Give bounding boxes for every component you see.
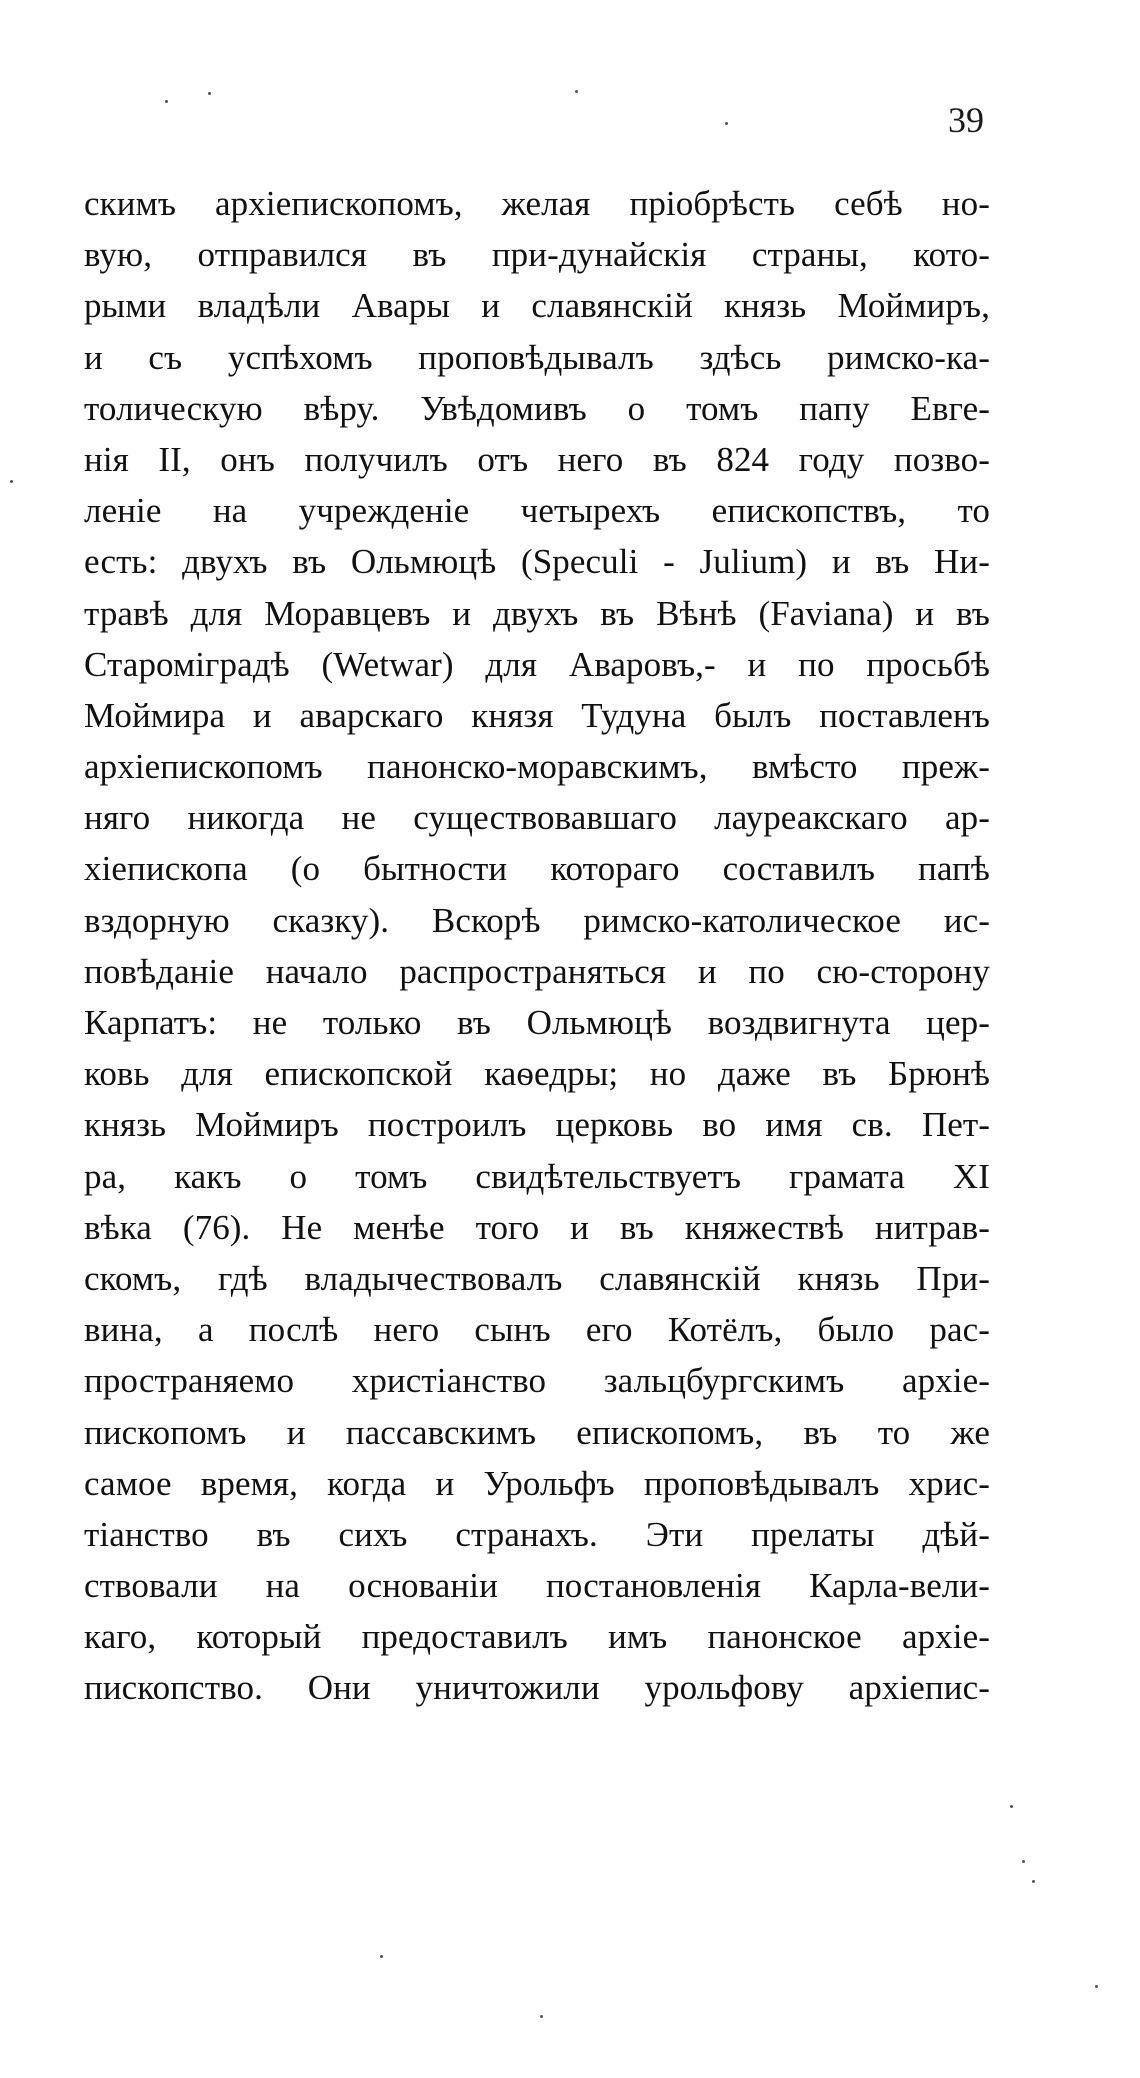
scan-speck xyxy=(1095,1985,1098,1988)
scan-speck xyxy=(1022,1860,1025,1863)
text-line: каго, который предоставилъ имъ панонское архіе- xyxy=(84,1617,990,1657)
text-line: архіепископомъ панонско-моравскимъ, вмѣсто преж- xyxy=(84,747,990,787)
text-line: и съ успѣхомъ проповѣдывалъ здѣсь римско-ка- xyxy=(84,337,990,377)
scan-speck xyxy=(380,1955,383,1958)
text-line: вую, отправился въ при-дунайскія страны, кото- xyxy=(84,235,990,275)
text-line: вѣка (76). Не менѣе того и въ княжествѣ нитрав- xyxy=(84,1207,990,1247)
scan-speck xyxy=(1032,1880,1035,1883)
scan-speck xyxy=(208,92,211,95)
text-line: есть: двухъ въ Ольмюцѣ (Speculi - Julium) и въ Ни- xyxy=(84,542,990,582)
text-line: князь Моймиръ построилъ церковь во имя св. Пет- xyxy=(84,1105,990,1145)
text-line: ра, какъ о томъ свидѣтельствуетъ грамата XI xyxy=(84,1156,990,1196)
text-line: хіепископа (о бытности котораго составилъ папѣ xyxy=(84,849,990,889)
scan-speck xyxy=(1010,1805,1013,1808)
body-text xyxy=(84,178,990,1714)
text-line: няго никогда не существовавшаго лауреакскаго ар- xyxy=(84,798,990,838)
scan-speck xyxy=(725,122,728,125)
scan-speck xyxy=(10,480,13,483)
text-line: вздорную сказку). Вскорѣ римско-католическое ис- xyxy=(84,900,990,940)
text-line: леніе на учрежденіе четырехъ епископствъ, то xyxy=(84,491,990,531)
text-line: Моймира и аварскаго князя Тудуна былъ поставленъ xyxy=(84,695,990,735)
text-line: травѣ для Моравцевъ и двухъ въ Вѣнѣ (Faviana) и въ xyxy=(84,593,990,633)
text-line: Карпатъ: не только въ Ольмюцѣ воздвигнута цер- xyxy=(84,1003,990,1042)
text-line: скимъ архіепископомъ, желая пріобрѣсть себѣ но- xyxy=(84,184,990,223)
scan-speck xyxy=(540,2015,543,2018)
text-line: ковь для епископской каѳедры; но даже въ Брюнѣ xyxy=(84,1054,990,1094)
page-number: 39 xyxy=(948,100,984,140)
text-line: рыми владѣли Авары и славянскій князь Моймиръ, xyxy=(84,286,990,326)
text-line: тіанство въ сихъ странахъ. Эти прелаты дѣй- xyxy=(84,1514,990,1554)
text-line: повѣданіе начало распространяться и по сю-сторону xyxy=(84,951,990,991)
text-line: Староміградѣ (Wetwar) для Аваровъ,- и по просьбѣ xyxy=(84,644,990,684)
text-line: пископство. Они уничтожили урольфову архіепис- xyxy=(84,1668,990,1708)
text-line: нія II, онъ получилъ отъ него въ 824 году позво- xyxy=(84,439,990,479)
text-line: толическую вѣру. Увѣдомивъ о томъ папу Евге- xyxy=(84,388,990,428)
text-line: самое время, когда и Урольфъ проповѣдывалъ хрис- xyxy=(84,1463,990,1503)
text-line: ствовали на основаніи постановленія Карла-вели- xyxy=(84,1566,990,1606)
text-line: вина, а послѣ него сынъ его Котёлъ, было рас- xyxy=(84,1310,990,1350)
scan-speck xyxy=(575,90,578,93)
text-line: пископомъ и пассавскимъ епископомъ, въ то же xyxy=(84,1412,990,1452)
text-line: пространяемо христіанство зальцбургскимъ архіе- xyxy=(84,1361,990,1401)
scan-speck xyxy=(165,100,168,103)
text-line: скомъ, гдѣ владычествовалъ славянскій князь При- xyxy=(84,1258,990,1298)
